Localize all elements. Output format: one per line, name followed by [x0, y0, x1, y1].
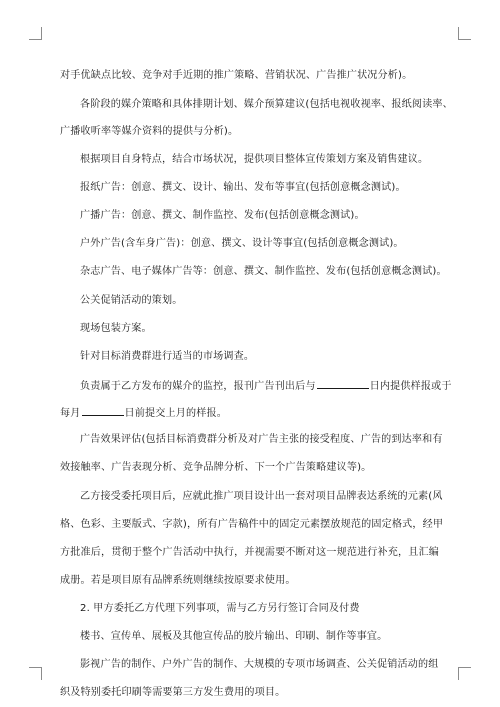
text-line: 对手优缺点比较、竞争对手近期的推广策略、营销状况、广告推广状况分析)。	[60, 70, 413, 81]
text-line: 广告效果评估(包括目标消费群分析及对广告主张的接受程度、广告的到达率和有	[80, 434, 443, 445]
text-line: 现场包装方案。	[80, 323, 152, 334]
crop-mark-top-left	[29, 27, 42, 40]
text-fragment: 负责属于乙方发布的媒介的监控，报刊广告刊出后与	[80, 381, 316, 392]
text-line: 成册。若是项目原有品牌系统则继续按原要求使用。	[60, 575, 296, 586]
text-line: 方批准后，贯彻于整个广告活动中执行，并视需要不断对这一规范进行补充，且汇编	[60, 547, 440, 558]
text-line: 各阶段的媒介策略和具体排期计划、媒介预算建议(包括电视收视率、报纸阅读率、	[80, 99, 453, 110]
text-line-with-blank	[80, 378, 452, 393]
text-line: 织及特别委托印刷等需要第三方发生费用的项目。	[60, 687, 286, 698]
text-line: 报纸广告：创意、撰文、设计、输出、发布等事宜(包括创意概念测试)。	[80, 182, 406, 193]
text-line: 广播广告：创意、撰文、制作监控、发布(包括创意概念测试)。	[80, 210, 365, 221]
text-line: 广播收听率等媒介资料的提供与分析)。	[60, 126, 239, 137]
crop-mark-top-right	[458, 27, 471, 40]
text-line: 根据项目自身特点，结合市场状况，提供项目整体宣传策划方案及销售建议。	[80, 154, 429, 165]
text-line: 户外广告(含车身广告)：创意、撰文、设计等事宜(包括创意概念测试)。	[80, 238, 404, 249]
text-line: 杂志广告、电子媒体广告等：创意、撰文、制作监控、发布(包括创意概念测试)。	[80, 266, 447, 277]
text-fragment: 日内提供样报或于	[369, 381, 452, 392]
text-line: 格、色彩、主要版式、字款)，所有广告稿件中的固定元素摆放规范的固定格式，经甲	[60, 519, 444, 530]
fill-in-blank-days	[317, 378, 369, 389]
fill-in-blank-date	[82, 405, 124, 416]
text-line: 公关促销活动的策划。	[80, 295, 183, 306]
text-fragment: 日前提交上月的样报。	[124, 408, 227, 419]
crop-mark-bottom-left	[29, 667, 42, 680]
crop-mark-bottom-right	[458, 667, 471, 680]
text-line-with-blank	[60, 405, 227, 420]
text-line: 影视广告的制作、户外广告的制作、大规模的专项市场调查、公关促销活动的组	[80, 659, 439, 670]
section-heading: 2. 甲方委托乙方代理下列事项，需与乙方另行签订合同及付费	[80, 603, 360, 614]
text-fragment: 每月	[60, 408, 81, 419]
text-line: 楼书、宣传单、展板及其他宣传品的胶片输出、印刷、制作等事宜。	[80, 631, 388, 642]
text-line: 效接触率、广告表现分析、竞争品牌分析、下一个广告策略建议等)。	[60, 462, 372, 473]
text-line: 乙方接受委托项目后，应就此推广项目设计出一套对项目品牌表达系统的元素(风	[80, 491, 443, 502]
text-line: 针对目标消费群进行适当的市场调查。	[80, 351, 255, 362]
